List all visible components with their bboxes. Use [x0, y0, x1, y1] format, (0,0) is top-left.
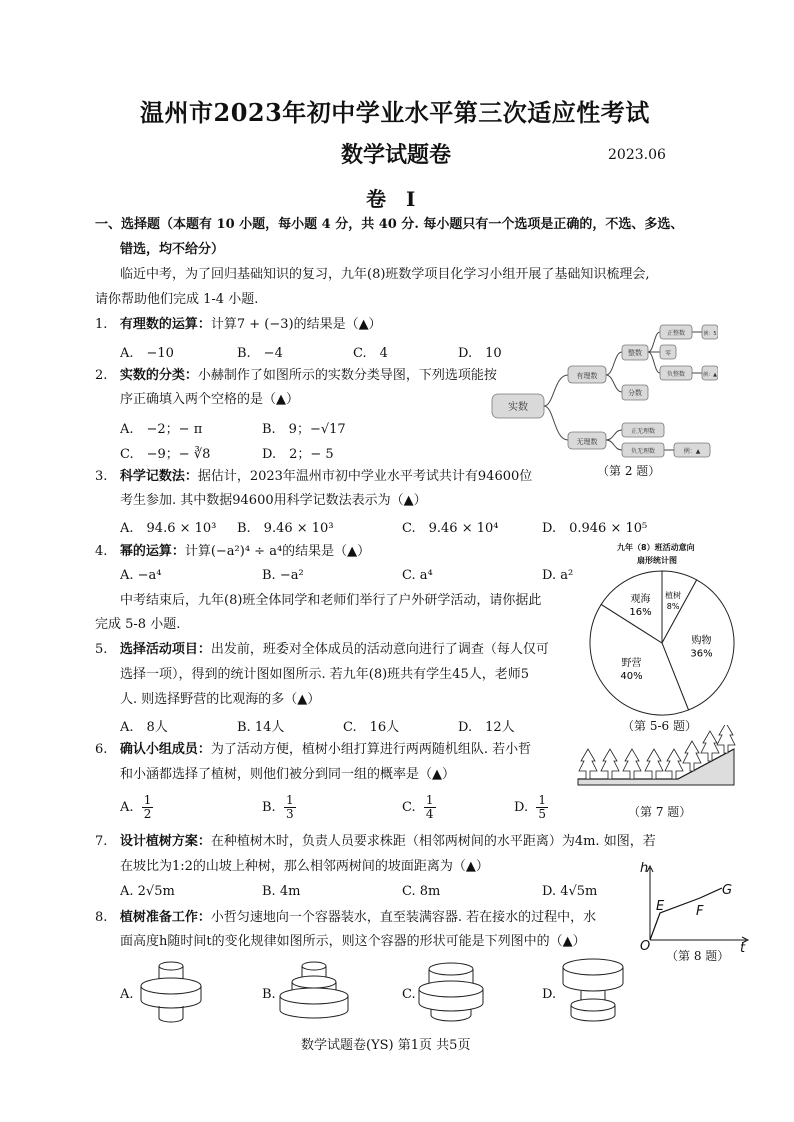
mm-rational-text: 有理数	[576, 372, 598, 380]
q6-option-d-letter: D.	[514, 800, 529, 815]
q1-stem	[95, 316, 382, 334]
q4-number: 4.	[95, 544, 108, 559]
q3-topic: 科学记数法：	[119, 469, 198, 484]
q6-option-d	[514, 794, 548, 821]
q2-topic: 实数的分类：	[119, 368, 198, 383]
q8-graph	[638, 858, 754, 953]
q2-option-d: D. 2；− 5	[262, 447, 334, 462]
q2-number: 2.	[95, 368, 108, 383]
section-heading: 一、选择题（本题有 10 小题，每小题 4 分，共 40 分. 每小题只有一个选项是正确的，不选、多选、	[95, 217, 684, 232]
q7-hill-figure	[574, 725, 740, 787]
q1-option-a: A. −10	[120, 346, 174, 361]
pie-title-1: 九年（8）班活动意向	[617, 543, 695, 552]
intro-line-1: 临近中考，为了回归基础知识的复习，九年(8)班数学项目化学习小组开展了基础知识梳理会,	[120, 267, 650, 282]
q6-topic: 确认小组成员：	[119, 742, 211, 757]
q1-option-d: D. 10	[458, 346, 502, 361]
tree-icon	[717, 725, 735, 753]
mm-irrational-text: 无理数	[576, 438, 598, 446]
q1-text: 计算7 + (−3)的结果是（▲）	[210, 317, 382, 332]
q4-option-d: D. a²	[542, 568, 574, 583]
tree-icon	[645, 749, 663, 779]
q8-axis-h: h	[640, 861, 649, 876]
q5-text-3: 人. 则选择野营的比观海的多（▲）	[120, 692, 321, 707]
q1-topic: 有理数的运算：	[119, 317, 211, 332]
q2-mindmap	[488, 320, 718, 465]
tree-icon	[623, 749, 641, 779]
exam-title: 温州市2023年初中学业水平第三次适应性考试	[140, 98, 650, 127]
q1-number: 1.	[95, 317, 108, 332]
q5-stem	[95, 641, 549, 659]
q6-option-b-num: 1	[285, 793, 294, 807]
q8-axis-t: t	[740, 941, 746, 953]
q1-option-b: B. −4	[237, 346, 283, 361]
q7-option-d: D. 4√5m	[542, 884, 598, 899]
q5-option-c: C. 16人	[343, 720, 400, 735]
q4-option-b: B. −a²	[262, 568, 304, 583]
q4-option-c: C. a⁴	[402, 568, 433, 583]
q7-topic: 设计植树方案：	[119, 834, 211, 849]
q8-origin: O	[640, 939, 651, 953]
pie-percent-4: 16%	[629, 606, 652, 618]
q6-option-a	[120, 794, 153, 821]
section-heading-2: 错选，均不给分）	[120, 242, 225, 257]
pie-chart	[586, 567, 738, 719]
q6-option-b-den: 3	[285, 807, 294, 821]
q5-text: 出发前，班委对全体成员的活动意向进行了调查（每人仅可	[210, 642, 549, 657]
q7-option-c: C. 8m	[402, 884, 441, 899]
mm-ex-tri2-text: 例：▲	[683, 448, 701, 455]
tree-icon	[579, 749, 597, 779]
q2-option-b: B. 9；−√17	[262, 422, 346, 437]
q7-text-2: 在坡比为1:2的山坡上种树，那么相邻两树间的坡面距离为（▲）	[120, 859, 489, 874]
intro-line-2: 请你帮助他们完成 1-4 小题.	[95, 292, 259, 307]
q8-number: 8.	[95, 910, 108, 925]
q7-stem	[95, 833, 656, 851]
tree-icon	[683, 741, 701, 771]
q3-option-d: D. 0.946 × 10⁵	[542, 521, 648, 536]
q6-option-a-num: 1	[143, 793, 152, 807]
q4-text: 计算(−a²)⁴ ÷ a⁴的结果是（▲）	[184, 544, 371, 559]
q8-option-c: C.	[402, 987, 416, 1002]
exam-date: 2023.06	[608, 147, 666, 163]
q5-text-2: 选择一项），得到的统计图如图所示. 若九年(8)班共有学生45人，老师5	[120, 667, 529, 682]
mm-ex5-text: 例：5	[703, 331, 717, 337]
q3-option-a: A. 94.6 × 10³	[120, 521, 217, 536]
q8-option-a: A.	[120, 987, 134, 1002]
q2-option-a: A. −2；− π	[120, 422, 203, 437]
q6-option-b-letter: B.	[262, 800, 276, 815]
pie-percent-2: 36%	[690, 648, 713, 660]
q3-option-c: C. 9.46 × 10⁴	[402, 521, 499, 536]
q6-text: 为了活动方便，植树小组打算进行两两随机组队. 若小哲	[210, 742, 532, 757]
q2-text: 小赫制作了如图所示的实数分类导图，下列选项能按	[197, 368, 497, 383]
mm-ex-tri-text: 例：▲	[703, 372, 717, 378]
mm-pos-irr-text: 正无理数	[630, 428, 656, 435]
pie-label-2: 购物	[691, 635, 712, 647]
q4-option-a: A. −a⁴	[120, 568, 162, 583]
intro5-line-1: 中考结束后，九年(8)班全体同学和老师们举行了户外研学活动，请你据此	[120, 593, 542, 608]
q2-option-c: C. −9；− ∛8	[120, 447, 211, 462]
q2-stem	[95, 367, 497, 385]
q6-stem	[95, 741, 531, 759]
q6-option-a-den: 2	[143, 807, 152, 821]
q8-point-g: G	[722, 883, 733, 898]
pie-title-2: 扇形统计图	[637, 556, 677, 565]
q8-topic: 植树准备工作：	[119, 910, 211, 925]
q7-text: 在种植树木时，负责人员要求株距（相邻两树间的水平距离）为4m. 如图，若	[210, 834, 656, 849]
q5-topic: 选择活动项目：	[119, 642, 211, 657]
q4-stem	[95, 543, 370, 561]
q6-option-c-den: 4	[425, 807, 434, 821]
q8-container-d	[558, 955, 628, 1029]
pie-percent-1: 8%	[666, 601, 680, 611]
q8-caption: （第 8 题）	[666, 949, 730, 963]
q2-text-2: 序正确填入两个空格的是（▲）	[120, 392, 299, 407]
q3-text-2: 考生参加. 其中数据94600用科学记数法表示为（▲）	[120, 493, 427, 508]
q8-container-a	[136, 958, 206, 1028]
q6-option-c-num: 1	[425, 793, 434, 807]
pie-label-3: 野营	[621, 658, 642, 670]
q6-option-d-den: 5	[538, 807, 546, 821]
q8-container-b	[276, 958, 352, 1028]
mm-neg-int-text: 负整数	[666, 371, 686, 378]
q6-option-c	[402, 794, 436, 821]
q7-caption: （第 7 题）	[628, 805, 692, 819]
q7-number: 7.	[95, 834, 108, 849]
q6-text-2: 和小涵都选择了植树，则他们被分到同一组的概率是（▲）	[120, 767, 455, 782]
q6-option-b	[262, 794, 296, 821]
q8-option-d: D.	[542, 987, 557, 1002]
pie-label-4: 观海	[630, 593, 651, 605]
q6-option-d-num: 1	[538, 793, 546, 807]
q6-number: 6.	[95, 742, 108, 757]
q3-number: 3.	[95, 469, 108, 484]
q6-option-a-letter: A.	[120, 800, 134, 815]
q1-option-c: C. 4	[353, 346, 388, 361]
mm-integer-text: 整数	[628, 349, 642, 357]
page-footer: 数学试题卷(YS) 第1页 共5页	[301, 1038, 471, 1053]
tree-icon	[701, 731, 719, 761]
q8-text: 小哲匀速地向一个容器装水，直至装满容器. 若在接水的过程中，水	[210, 910, 597, 925]
q5-option-d: D. 12人	[458, 720, 515, 735]
mm-zero-text: 零	[664, 350, 672, 357]
q8-container-c	[416, 955, 486, 1029]
q7-option-b: B. 4m	[262, 884, 301, 899]
exam-subtitle: 数学试题卷	[341, 142, 452, 168]
tree-icon	[665, 749, 683, 779]
tree-icon	[601, 749, 619, 779]
q3-option-b: B. 9.46 × 10³	[237, 521, 334, 536]
q7-option-a: A. 2√5m	[120, 884, 175, 899]
q8-point-e: E	[656, 899, 665, 914]
q5-caption: （第 5-6 题）	[622, 719, 697, 733]
mm-fraction-text: 分数	[628, 389, 642, 397]
q8-text-2: 面高度h随时间t的变化规律如图所示，则这个容器的形状可能是下列图中的（▲）	[120, 934, 586, 949]
mm-root-text: 实数	[508, 402, 528, 413]
pie-label-1: 植树	[665, 590, 682, 600]
q2-caption: （第 2 题）	[597, 464, 661, 478]
q3-text: 据估计，2023年温州市初中学业水平考试共计有94600位	[197, 469, 533, 484]
mm-pos-int-text: 正整数	[666, 330, 686, 337]
q3-stem	[95, 468, 532, 486]
pie-percent-3: 40%	[620, 671, 643, 683]
q5-option-b: B. 14人	[237, 720, 285, 735]
q8-point-f: F	[696, 904, 704, 919]
q4-topic: 幂的运算：	[119, 544, 185, 559]
q8-stem	[95, 909, 596, 927]
mm-neg-irr-text: 负无理数	[630, 448, 656, 455]
q6-option-c-letter: C.	[402, 800, 416, 815]
q8-option-b: B.	[262, 987, 276, 1002]
q5-number: 5.	[95, 642, 108, 657]
q5-option-a: A. 8人	[120, 720, 168, 735]
intro5-line-2: 完成 5-8 小题.	[95, 617, 181, 632]
volume-label: 卷 I	[366, 187, 416, 211]
